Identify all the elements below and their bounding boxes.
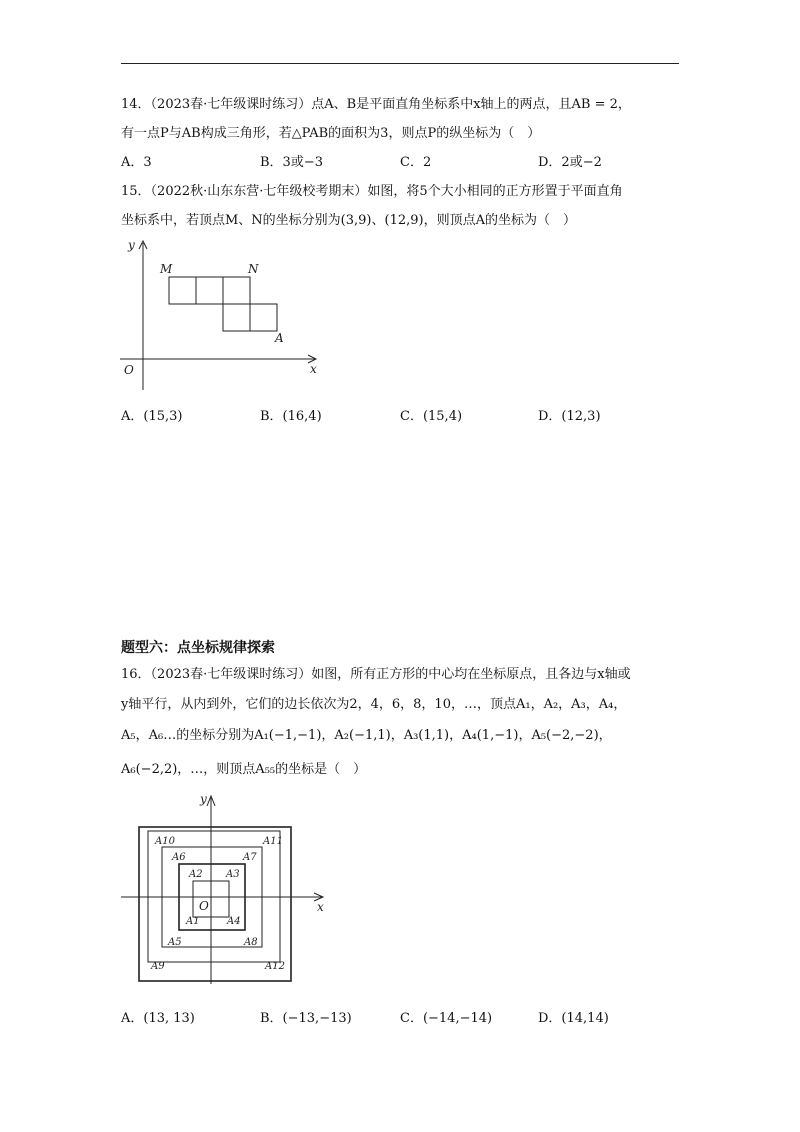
q15-label-n: N — [248, 262, 259, 276]
q16-label-a6: A6 — [172, 852, 186, 863]
q15-label-a: A — [275, 331, 284, 345]
q15-choice-d: D．(12,3) — [538, 409, 601, 424]
q15-square-5 — [250, 304, 277, 331]
q15-stem-line-2: 坐标系中，若顶点M、N的坐标分别为(3,9)、(12,9)，则顶点A的坐标为（ ） — [121, 213, 576, 228]
q15-choice-a: A．(15,3) — [121, 409, 183, 424]
q14-choice-c: C．2 — [400, 155, 432, 170]
q16-label-a10: A10 — [155, 836, 175, 847]
q16-label-o: O — [199, 899, 209, 913]
q15-square-1 — [169, 277, 196, 304]
q16-choice-a: A．(13, 13) — [121, 1011, 195, 1026]
q15-square-3 — [223, 277, 250, 304]
q16-stem-line-4: A₆(−2,2)，…，则顶点A₅₅的坐标是（ ） — [121, 762, 367, 777]
q15-figure — [110, 235, 325, 395]
q15-label-o: O — [124, 363, 134, 377]
q16-label-a8: A8 — [244, 937, 258, 948]
q16-label-a12: A12 — [265, 961, 285, 972]
q14-stem-line-2: 有一点P与AB构成三角形，若△PAB的面积为3，则点P的纵坐标为（ ） — [121, 126, 541, 141]
q16-figure — [115, 790, 335, 985]
q15-square-2 — [196, 277, 223, 304]
q16-label-a3: A3 — [226, 869, 240, 880]
q15-label-x: x — [310, 362, 317, 376]
q16-label-a11: A11 — [263, 836, 283, 847]
q15-label-m: M — [160, 262, 173, 276]
q16-label-y: y — [200, 792, 207, 806]
q16-stem-line-3: A₅，A₆…的坐标分别为A₁(−1,−1)，A₂(−1,1)，A₃(1,1)，A₄(1,−1)，A₅(−2,−2)， — [121, 728, 612, 743]
q16-label-a5: A5 — [168, 937, 182, 948]
q14-choice-d: D．2或−2 — [538, 155, 602, 170]
q16-label-a1: A1 — [186, 916, 200, 927]
q15-choice-c: C．(15,4) — [400, 409, 463, 424]
section-heading: 题型六：点坐标规律探索 — [121, 640, 275, 656]
q15-label-y: y — [128, 238, 135, 252]
q16-label-x: x — [317, 900, 324, 914]
q14-choice-a: A．3 — [121, 155, 152, 170]
q16-label-a2: A2 — [189, 869, 203, 880]
q15-stem-line-1: 15．（2022秋·山东东营·七年级校考期末）如图，将5个大小相同的正方形置于平面直角 — [121, 184, 623, 199]
q16-label-a4: A4 — [227, 916, 241, 927]
q14-choice-b: B．3或−3 — [260, 155, 323, 170]
header-rule — [121, 63, 679, 64]
q16-stem-line-2: y轴平行，从内到外，它们的边长依次为2，4，6，8，10，…，顶点A₁，A₂，A₃，A₄， — [121, 697, 627, 712]
q16-label-a9: A9 — [151, 961, 165, 972]
q14-stem-line-1: 14．（2023春·七年级课时练习）点A、B是平面直角坐标系中x轴上的两点，且AB = 2， — [121, 97, 631, 112]
q16-choice-c: C．(−14,−14) — [400, 1011, 493, 1026]
q15-choice-b: B．(16,4) — [260, 409, 322, 424]
q16-choice-b: B．(−13,−13) — [260, 1011, 352, 1026]
q16-label-a7: A7 — [243, 852, 257, 863]
q16-stem-line-1: 16．（2023春·七年级课时练习）如图，所有正方形的中心均在坐标原点，且各边与x轴或 — [121, 667, 631, 682]
q16-choice-d: D．(14,14) — [538, 1011, 609, 1026]
q15-square-4 — [223, 304, 250, 331]
